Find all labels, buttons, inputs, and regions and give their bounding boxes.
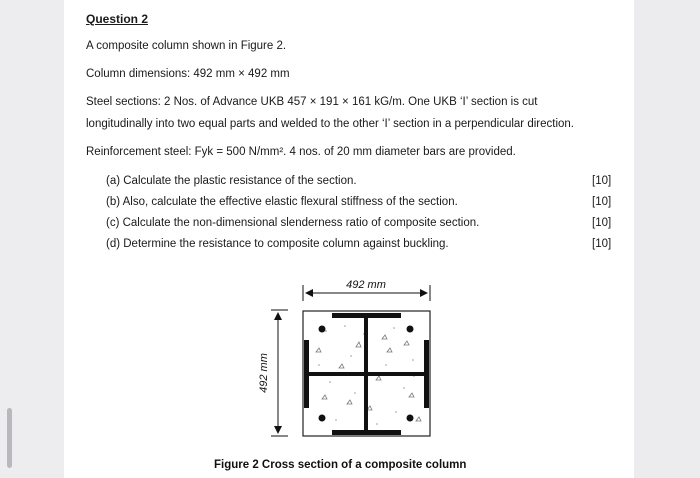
cross-section-figure (64, 0, 634, 478)
part-c-text: (c) Calculate the non-dimensional slenderness ratio of composite section. (106, 217, 480, 229)
part-c-marks: [10] (592, 217, 612, 229)
part-b-marks: [10] (592, 196, 612, 208)
steel-text-line2: longitudinally into two equal parts and welded to the other ‘I’ section in a perpendicular direction. (86, 118, 574, 130)
intro-text: A composite column shown in Figure 2. (86, 40, 287, 52)
question-heading: Question 2 (86, 12, 149, 26)
part-b-text: (b) Also, calculate the effective elastic flexural stiffness of the section. (106, 196, 458, 208)
part-a-marks: [10] (592, 175, 612, 187)
figure-caption: Figure 2 Cross section of a composite column (214, 459, 467, 471)
scrollbar-thumb[interactable] (7, 408, 12, 468)
reinforcement-text: Reinforcement steel: Fyk = 500 N/mm². 4 nos. of 20 mm diameter bars are provided. (86, 146, 516, 158)
right-margin (634, 0, 700, 478)
part-d-text: (d) Determine the resistance to composite column against buckling. (106, 238, 449, 250)
dimensions-text: Column dimensions: 492 mm × 492 mm (86, 68, 290, 80)
part-a-text: (a) Calculate the plastic resistance of the section. (106, 175, 357, 187)
left-margin (0, 0, 64, 478)
document-page (64, 0, 634, 478)
width-dimension (303, 279, 430, 301)
height-dimension (258, 310, 288, 436)
part-d-marks: [10] (592, 238, 612, 250)
height-label: 492 mm (258, 353, 270, 393)
width-label: 492 mm (346, 279, 386, 291)
steel-text-line1: Steel sections: 2 Nos. of Advance UKB 457 × 191 × 161 kG/m. One UKB ‘I’ section is cut (86, 96, 538, 108)
